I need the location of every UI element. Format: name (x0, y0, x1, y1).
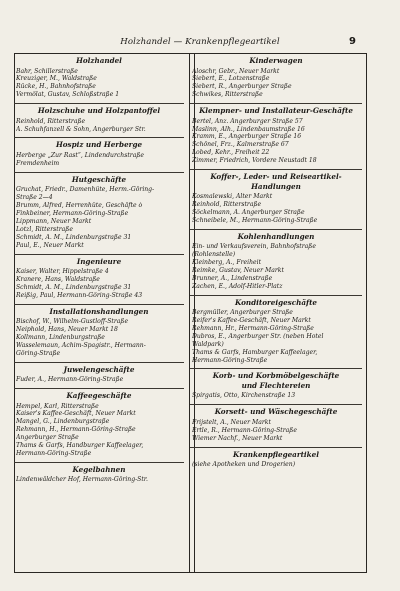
listing-entry: Fuder, A., Hermann-Göring-Straße (16, 376, 124, 384)
section-heading: Ingenieure (76, 256, 122, 266)
listing-entry: Schönel, Frz., Kalmerstraße 67 (192, 141, 289, 149)
listing-entry: Schmidt, A. M., Lindenburgstraße 31 (16, 283, 132, 291)
listing-entry: Spirgatis, Otto, Kirchenstraße 13 (192, 392, 296, 400)
section-heading: Installationshandlungen (49, 306, 149, 316)
section-juwelengeschäfte (16, 362, 182, 384)
listing-entry: Kramm, E., Angerburger Straße 16 (192, 133, 302, 141)
section-kaffeegeschäfte (16, 388, 182, 458)
listing-entry: Lotzl, Ritterstraße (16, 225, 73, 233)
running-head: Holzhandel — Krankenpflegeartikel (120, 37, 280, 47)
listing-entry: Hermann-Göring-Straße (16, 450, 92, 457)
section-divider (14, 462, 184, 463)
listing-entry: Bischof, W., Wilhelm-Gustloff-Straße (16, 318, 129, 326)
listing-entry: Kollmann, Lindenburgstraße (16, 333, 105, 341)
listing-entry: Dubros, E., Angerburger Str. (neben Hotel (192, 332, 324, 340)
listing-entry: Paul, E., Neuer Markt (16, 241, 84, 249)
listing-entry: Schwikes, Ritterstraße (192, 91, 263, 99)
section-divider (14, 362, 184, 363)
listing-entry: Straße 2—4 (16, 194, 53, 202)
listing-entry: Hermann-Göring-Straße (192, 356, 268, 364)
listing-entry: Bertel, Anz. Angerburger Straße 57 (192, 117, 303, 125)
section-divider (14, 103, 184, 104)
section-divider (190, 169, 362, 170)
listing-entry: Reimke, Gustav, Neuer Markt (192, 266, 284, 274)
section-divider (190, 368, 362, 369)
section-korsett-und-wäschegeschäfte (192, 404, 360, 442)
listing-entry: Siebert, R., Angerburger Straße (192, 83, 292, 91)
listing-entry: Reinhold, Ritterstraße (16, 117, 86, 125)
section-divider (190, 404, 362, 405)
section-koffer-leder-und-reiseartikel (192, 169, 360, 225)
listing-entry: Aloschr, Gebr., Neuer Markt (192, 67, 280, 75)
section-heading-continued: Handlungen (251, 181, 301, 191)
section-divider (190, 295, 362, 296)
section-kegelbahnen (16, 462, 182, 484)
listing-entry: (Rohlenstelle) (192, 251, 236, 259)
section-divider (14, 304, 184, 305)
section-heading: Kohlenhandlungen (237, 231, 315, 241)
section-konditoreigeschäfte (192, 295, 360, 365)
section-heading: Kegelbahnen (72, 464, 126, 474)
section-heading: Kaffeegeschäfte (66, 391, 132, 401)
listing-entry: Ein- und Verkaufsverein, Bahnhofstraße (192, 243, 316, 251)
listing-entry: Herberge „Zur Rast“, Lindendurchstraße (16, 151, 145, 159)
listing-entry: Kreuziger, M., Waldstraße (16, 75, 97, 83)
listing-entry: Waldpark) (192, 340, 224, 348)
left-column (16, 54, 182, 484)
section-krankenpflegeartikel (192, 447, 360, 469)
section-hospiz-und-herberge (16, 137, 182, 167)
section-heading: Korb- und Korbmöbelgeschäfte (212, 371, 340, 381)
section-divider (14, 137, 184, 138)
listing-entry: Hempel, Karl, Ritterstraße (16, 402, 99, 410)
listing-entry: Thams & Garfs, Handburger Kaffeelager, (16, 442, 144, 450)
listing-entry: Siebert, E., Lotzenstraße (192, 75, 270, 83)
section-heading: Hospiz und Herberge (55, 140, 143, 150)
section-heading: Koffer-, Leder- und Reiseartikel- (210, 172, 342, 182)
listing-entry: Zachen, E., Adolf-Hitler-Platz (192, 282, 283, 290)
section-kinderwagen (192, 57, 360, 99)
page-number: 9 (349, 36, 356, 47)
section-heading: Hutgeschäfte (71, 174, 127, 184)
listing-entry: Rücke, H., Bahnhofstraße (16, 83, 96, 91)
listing-entry: Angerburger Straße (16, 434, 79, 442)
listing-entry: Mangel, G., Lindenburgstraße (16, 418, 110, 426)
section-ingenieure (16, 254, 182, 300)
listing-entry: Zimmer, Friedrich, Vordere Neustadt 18 (192, 157, 317, 165)
listing-entry: Neiphold, Hans, Neuer Markt 18 (16, 326, 118, 334)
listing-entry: Göring-Straße (16, 349, 61, 357)
listing-entry: Kaiser, Walter, Hippelstraße 4 (16, 268, 109, 275)
listing-entry: Vermölat, Gustav, Schloßstraße 1 (16, 91, 120, 99)
listing-entry: Rehmann, Hr., Hermann-Göring-Straße (192, 324, 314, 332)
listing-entry: A. Schuhfanzell & Sohn, Angerburger Str. (16, 125, 146, 133)
section-divider (14, 172, 184, 173)
section-heading: Konditoreigeschäfte (235, 297, 317, 307)
listing-entry: Kleinberg, A., Freiheit (192, 259, 262, 266)
listing-entry: Frijstelt, A., Neuer Markt (192, 418, 271, 426)
section-heading-continued: und Flechtereien (241, 380, 311, 390)
listing-entry: Söckelmann, A. Angerburger Straße (192, 208, 305, 216)
listing-entry: Lindenwäldcher Hof, Hermann-Göring-Str. (16, 476, 148, 484)
listing-entry: Lippmann, Neuer Markt (16, 217, 92, 225)
section-klempner-und-installateur-geschäfte (192, 103, 360, 165)
listing-entry: Kosmalewski, Alter Markt (192, 193, 273, 201)
listing-entry: Maslinn, Alh., Lindenbaumstraße 16 (192, 125, 305, 133)
section-heading: Korsett- und Wäschegeschäfte (214, 407, 338, 417)
listing-entry: Wasselemaun, Achim-Spagistr., Hermann- (16, 341, 146, 349)
section-korb-und-korbmöbelgeschäfte (192, 368, 360, 400)
listing-entry: Reifer's Kaffee-Geschäft, Neuer Markt (192, 317, 311, 325)
section-heading: Juwelengeschäfte (63, 364, 135, 374)
listing-entry: Thams & Garfs, Hamburger Kaffeelager, (192, 348, 318, 356)
section-heading: Kinderwagen (249, 56, 303, 65)
section-installationshandlungen (16, 304, 182, 358)
listing-entry: Brumm, Alfred, Herrenhüte, Geschäfte ò (16, 202, 143, 210)
section-divider (190, 103, 362, 104)
listing-entry: Kaiser's Kaffee-Geschäft, Neuer Markt (16, 410, 136, 418)
section-divider (190, 229, 362, 230)
listing-entry: Rehmann, H., Hermann-Göring-Straße (16, 426, 136, 434)
listing-entry: Ertle, R., Hermann-Göring-Straße (192, 426, 297, 434)
section-heading: Holzschuhe und Holzpantoffel (37, 106, 161, 116)
section-holzschuhe-und-holzpantoffel (16, 103, 182, 133)
section-holzhandel (16, 57, 182, 99)
listing-entry: Lobed, Kehr., Freiheit 22 (192, 149, 270, 157)
section-hutgeschäfte (16, 172, 182, 250)
section-heading: Klempner- und Installateur-Geschäfte (199, 106, 353, 116)
section-divider (190, 447, 362, 448)
listing-entry: Reinhold, Ritterstraße (192, 200, 262, 208)
right-column (192, 54, 360, 469)
section-divider (14, 254, 184, 255)
section-heading: Krankenpflegeartikel (233, 449, 319, 459)
listing-entry: Fremdenheim (16, 159, 60, 167)
section-divider (14, 388, 184, 389)
listing-entry: Brunner, A., Lindenstraße (192, 274, 273, 282)
section-kohlenhandlungen (192, 229, 360, 291)
listing-entry: (siehe Apotheken und Drogerien) (192, 461, 296, 469)
listing-entry: Finkbeiner, Hermann-Göring-Straße (16, 209, 129, 217)
listing-entry: Schneibele, M., Hermann-Göring-Straße (192, 216, 318, 224)
listing-entry: Schmidt, A. M., Lindenburgstraße 31 (16, 233, 132, 241)
listing-entry: Wiemer Nachf., Neuer Markt (192, 434, 283, 442)
listing-entry: Bergmüller, Angerburger Straße (192, 309, 293, 317)
listing-entry: Kranere, Hans, Waldstraße (16, 275, 100, 283)
listing-entry: Bahr, Schillerstraße (16, 67, 78, 75)
listing-entry: Reißig, Paul, Hermann-Göring-Straße 43 (16, 291, 143, 299)
section-heading: Holzhandel (76, 56, 122, 65)
listing-entry: Gruchat, Friedr., Damenhüte, Herm.-Göring- (16, 186, 155, 194)
